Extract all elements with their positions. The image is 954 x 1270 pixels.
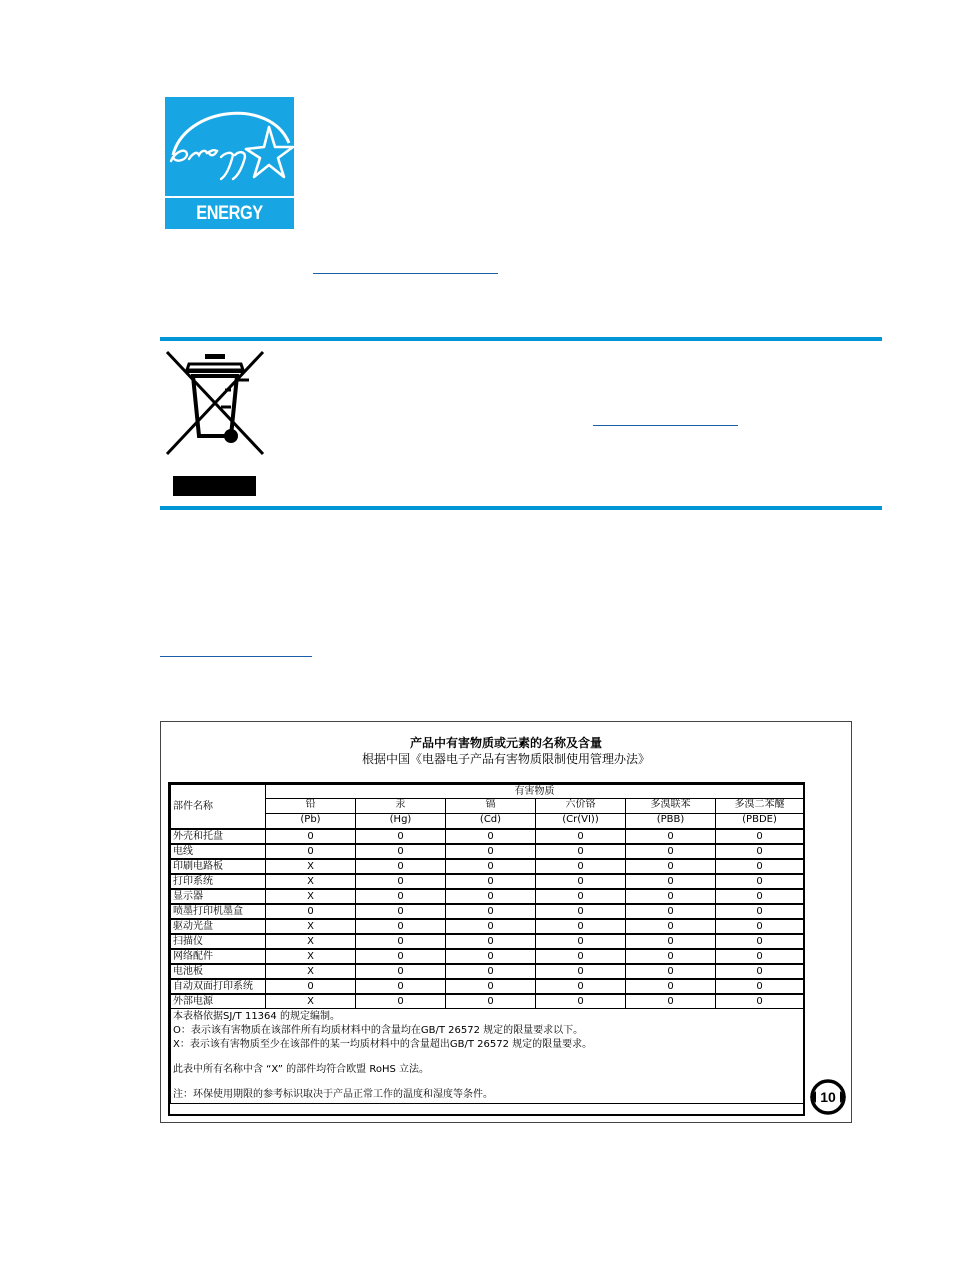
efup-years-label: 10 — [820, 1089, 836, 1105]
substance-group-header: 有害物质 — [266, 785, 804, 799]
substance-value-cell: 0 — [626, 964, 716, 979]
substance-value-cell: 0 — [626, 994, 716, 1009]
substance-value-cell: 0 — [626, 859, 716, 874]
substance-value-cell: 0 — [536, 904, 626, 919]
substance-name-header: 镉 — [446, 799, 536, 814]
substance-value-cell: 0 — [446, 979, 536, 994]
weee-crossed-bin-icon — [165, 350, 265, 460]
part-name-cell: 喷墨打印机墨盒 — [171, 904, 266, 919]
table-row — [171, 889, 804, 904]
rohs-table-title: 产品中有害物质或元素的名称及含量 — [409, 736, 602, 750]
substance-symbol-header: (Hg) — [356, 814, 446, 830]
substance-value-cell: 0 — [626, 979, 716, 994]
table-row — [171, 844, 804, 859]
substance-value-cell: 0 — [626, 829, 716, 844]
table-row — [171, 904, 804, 919]
substance-value-cell: 0 — [356, 934, 446, 949]
part-name-header: 部件名称 — [171, 785, 266, 830]
substance-value-cell: 0 — [356, 859, 446, 874]
note-line-4: 此表中所有名称中含 “X” 的部件均符合欧盟 RoHS 立法。 — [173, 1064, 430, 1075]
substance-value-cell: 0 — [446, 874, 536, 889]
substance-value-cell: 0 — [446, 829, 536, 844]
substance-value-cell: 0 — [716, 904, 804, 919]
substance-value-cell: 0 — [356, 874, 446, 889]
recycling-link[interactable] — [593, 425, 738, 426]
part-name-cell: 电池板 — [171, 964, 266, 979]
substance-value-cell: 0 — [536, 934, 626, 949]
substance-value-cell: 0 — [356, 979, 446, 994]
substance-symbol-header: (Pb) — [266, 814, 356, 830]
substance-value-cell: 0 — [716, 829, 804, 844]
weee-black-bar — [173, 476, 256, 496]
substance-value-cell: 0 — [716, 889, 804, 904]
substance-value-cell: X — [266, 994, 356, 1009]
substance-value-cell: 0 — [716, 844, 804, 859]
substance-value-cell: X — [266, 859, 356, 874]
substance-value-cell: 0 — [536, 859, 626, 874]
energy-star-link[interactable] — [313, 273, 498, 274]
substance-value-cell: 0 — [446, 904, 536, 919]
substance-value-cell: 0 — [446, 964, 536, 979]
rohs-notes — [171, 1009, 804, 1104]
substance-value-cell: 0 — [716, 934, 804, 949]
substance-value-cell: 0 — [446, 919, 536, 934]
substance-name-header: 多溴联苯 — [626, 799, 716, 814]
substance-name-header: 汞 — [356, 799, 446, 814]
substance-value-cell: 0 — [626, 844, 716, 859]
table-row — [171, 934, 804, 949]
substance-value-cell: 0 — [536, 829, 626, 844]
substance-name-header: 六价铬 — [536, 799, 626, 814]
substance-value-cell: 0 — [716, 919, 804, 934]
part-name-cell: 网络配件 — [171, 949, 266, 964]
substance-value-cell: 0 — [536, 889, 626, 904]
substance-symbol-header: (PBB) — [626, 814, 716, 830]
part-name-cell: 打印系统 — [171, 874, 266, 889]
substance-value-cell: 0 — [626, 949, 716, 964]
substance-value-cell: 0 — [626, 874, 716, 889]
substance-value-cell: 0 — [356, 919, 446, 934]
note-line-5: 注：环保使用期限的参考标识取决于产品正常工作的温度和湿度等条件。 — [173, 1089, 493, 1100]
substance-value-cell: 0 — [266, 904, 356, 919]
substance-value-cell: 0 — [266, 844, 356, 859]
efup-10-year-icon — [806, 1075, 850, 1119]
rohs-info-link[interactable] — [160, 656, 312, 657]
substance-value-cell: 0 — [356, 889, 446, 904]
energy-star-wordmark: ENERGY STAR — [196, 203, 263, 252]
substance-value-cell: X — [266, 949, 356, 964]
substance-value-cell: 0 — [356, 904, 446, 919]
substance-value-cell: 0 — [356, 844, 446, 859]
substance-value-cell: 0 — [446, 934, 536, 949]
substance-value-cell: 0 — [356, 994, 446, 1009]
substance-value-cell: 0 — [266, 829, 356, 844]
substance-value-cell: 0 — [536, 964, 626, 979]
part-name-cell: 电线 — [171, 844, 266, 859]
part-name-cell: 显示器 — [171, 889, 266, 904]
rohs-substance-table — [168, 782, 805, 1116]
substance-value-cell: 0 — [446, 994, 536, 1009]
substance-value-cell: X — [266, 934, 356, 949]
substance-value-cell: X — [266, 964, 356, 979]
note-line-2: O：表示该有害物质在该部件所有均质材料中的含量均在GB/T 26572 规定的限量要求以下。 — [173, 1025, 584, 1036]
table-row — [171, 829, 804, 844]
part-name-cell: 外部电源 — [171, 994, 266, 1009]
substance-value-cell: 0 — [536, 919, 626, 934]
substance-value-cell: 0 — [356, 829, 446, 844]
substance-value-cell: 0 — [716, 994, 804, 1009]
table-row — [171, 919, 804, 934]
substance-value-cell: X — [266, 874, 356, 889]
part-name-cell: 自动双面打印系统 — [171, 979, 266, 994]
substance-value-cell: 0 — [716, 859, 804, 874]
substance-value-cell: 0 — [626, 934, 716, 949]
substance-value-cell: 0 — [626, 919, 716, 934]
substance-value-cell: 0 — [536, 994, 626, 1009]
substance-value-cell: X — [266, 889, 356, 904]
substance-value-cell: 0 — [626, 889, 716, 904]
table-row — [171, 979, 804, 994]
substance-value-cell: 0 — [536, 979, 626, 994]
substance-value-cell: 0 — [536, 949, 626, 964]
substance-value-cell: X — [266, 919, 356, 934]
substance-value-cell: 0 — [446, 949, 536, 964]
table-row — [171, 964, 804, 979]
note-line-1: 本表格依据SJ/T 11364 的规定编制。 — [173, 1011, 340, 1022]
part-name-cell: 驱动光盘 — [171, 919, 266, 934]
substance-value-cell: 0 — [716, 979, 804, 994]
substance-value-cell: 0 — [446, 859, 536, 874]
part-name-cell: 扫描仪 — [171, 934, 266, 949]
substance-value-cell: 0 — [356, 949, 446, 964]
table-row — [171, 994, 804, 1009]
substance-value-cell: 0 — [536, 844, 626, 859]
substance-value-cell: 0 — [716, 964, 804, 979]
substance-value-cell: 0 — [446, 844, 536, 859]
substance-value-cell: 0 — [716, 949, 804, 964]
substance-name-header: 铅 — [266, 799, 356, 814]
section-rule-top — [160, 337, 882, 341]
section-rule-bottom — [160, 506, 882, 510]
substance-value-cell: 0 — [356, 964, 446, 979]
table-row — [171, 949, 804, 964]
substance-name-header: 多溴二苯醚 — [716, 799, 804, 814]
part-name-cell: 印刷电路板 — [171, 859, 266, 874]
note-line-3: X：表示该有害物质至少在该部件的某一均质材料中的含量超出GB/T 26572 规定的限量要求。 — [173, 1039, 593, 1050]
energy-star-emblem-icon — [165, 97, 294, 197]
substance-value-cell: 0 — [266, 979, 356, 994]
substance-value-cell: 0 — [536, 874, 626, 889]
part-name-cell: 外壳和托盘 — [171, 829, 266, 844]
substance-value-cell: 0 — [446, 889, 536, 904]
rohs-table-subtitle: 根据中国《电器电子产品有害物质限制使用管理办法》 — [361, 752, 650, 766]
substance-symbol-header: (PBDE) — [716, 814, 804, 830]
table-row — [171, 874, 804, 889]
substance-symbol-header: (Cr(VI)) — [536, 814, 626, 830]
substance-symbol-header: (Cd) — [446, 814, 536, 830]
table-row — [171, 859, 804, 874]
energy-star-logo — [165, 97, 294, 252]
substance-value-cell: 0 — [716, 874, 804, 889]
substance-value-cell: 0 — [626, 904, 716, 919]
